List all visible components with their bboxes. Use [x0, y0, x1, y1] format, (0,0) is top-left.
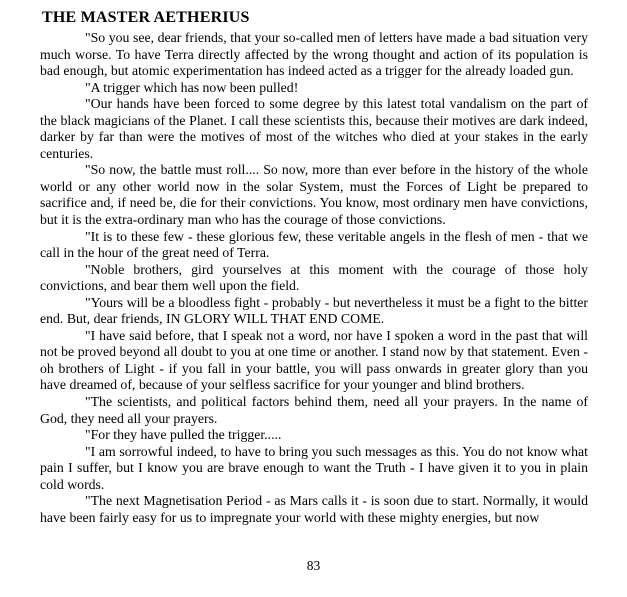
paragraph: "For they have pulled the trigger.....	[85, 427, 282, 443]
page-number: 83	[306, 558, 321, 573]
body-text	[40, 30, 588, 526]
paragraph: "It is to these few - these glorious few, these veritable angels in the flesh of men - that we call in the hour of the great need of Terra.	[40, 228, 588, 261]
paragraph: "I am sorrowful indeed, to have to bring you such messages as this. You do not know what pain I suffer, but I know you are brave enough to want the Truth - I have given it to you in plain cold words.	[40, 443, 588, 492]
paragraph: "The scientists, and political factors behind them, need all your prayers. In the name of God, they need all your prayers.	[40, 394, 588, 426]
paragraph: "So you see, dear friends, that your so-called men of letters have made a bad situation very much worse. To have Terra directly affected by the wrong thought and action of its population is bad enough, but atomic experimentation has indeed acted as a trigger for the already loaded gun.	[40, 30, 588, 79]
page-title: THE MASTER AETHERIUS	[42, 9, 250, 26]
paragraph: "Yours will be a bloodless fight - probably - but nevertheless it must be a fight to the bitter end. But, dear friends, IN GLORY WILL THAT END COME.	[40, 294, 588, 327]
paragraph: "I have said before, that I speak not a word, nor have I spoken a word in the past that will not be proved beyond all doubt to you at one time or another. I stand now by that statement. Even - oh brothers of Light - if you fall in your battle, you will pass onwards in greater glory than you have dreamed of, because of your selfless sacrifice for your younger and blind brothers.	[40, 327, 588, 393]
paragraph: "A trigger which has now been pulled!	[85, 79, 299, 95]
paragraph: "So now, the battle must roll.... So now, more than ever before in the history of the whole world or any other world now in the solar System, must the Forces of Light be prepared to sacrifice and, if need be, die for their convictions. You know, most ordinary men have convictions, but it is the extra-ordinary man who has the courage of those convictions.	[40, 162, 588, 228]
paragraph: "The next Magnetisation Period - as Mars calls it - is soon due to start. Normally, it would have been fairly easy for us to impregnate your world with these mighty energies, but now	[40, 493, 588, 525]
paragraph: "Our hands have been forced to some degree by this latest total vandalism on the part of the black magicians of the Planet. I call these scientists this, because their motives are dark indeed, darker by far than were the motives of most of the witches who died at your stakes in the early centuries.	[40, 96, 588, 161]
paragraph: "Noble brothers, gird yourselves at this moment with the courage of those holy convictions, and bear them well upon the field.	[40, 261, 588, 294]
